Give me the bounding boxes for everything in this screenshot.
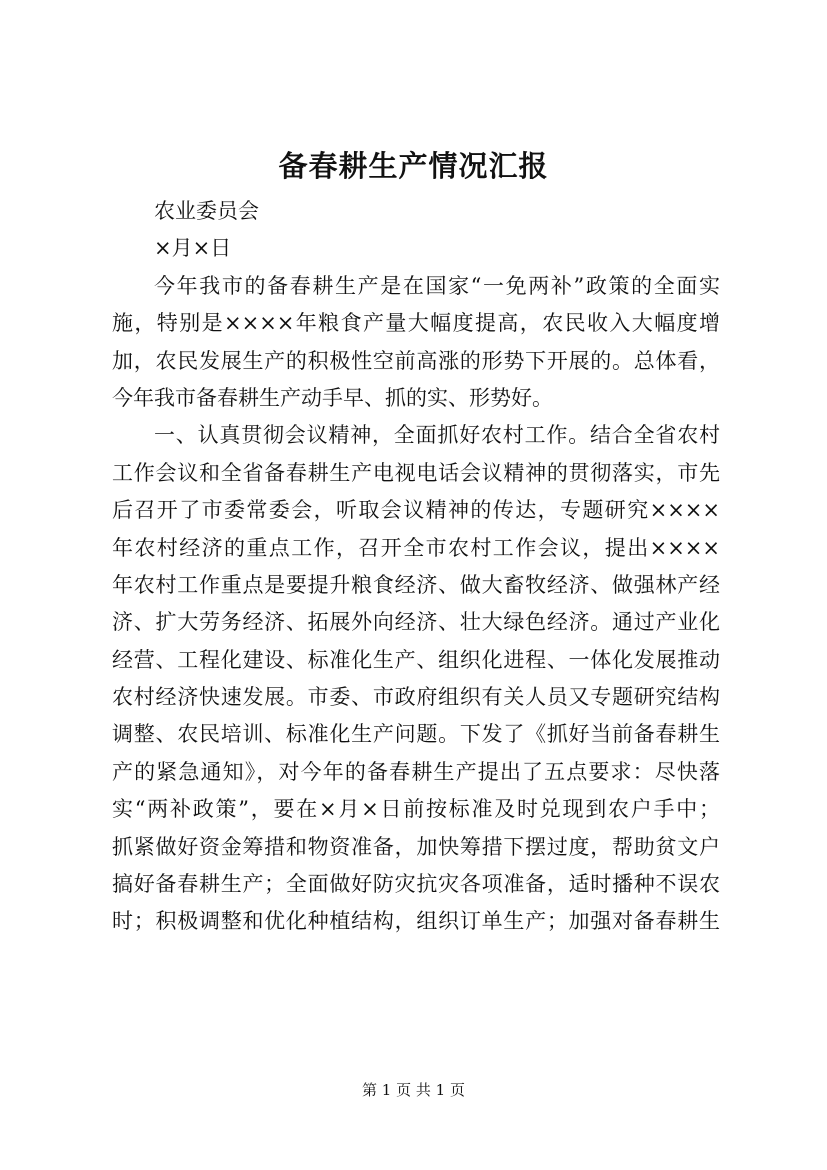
text-line: 后召开了市委常委会，听取会议精神的传达，专题研究×××× [112,498,720,523]
text-line: 抓紧做好资金筹措和物资准备，加快筹措下摆过度，帮助贫文户 [112,834,720,859]
paragraph-lines [112,268,720,941]
date-line: ×月×日 [154,236,232,261]
text-line: 年农村工作重点是要提升粮食经济、做大畜牧经济、做强林产经 [112,572,720,597]
document-body [112,193,720,941]
text-line: 加，农民发展生产的积极性空前高涨的形势下开展的。总体看， [112,348,720,373]
text-line: 工作会议和全省备春耕生产电视电话会议精神的贯彻落实，市先 [112,460,720,485]
text-line: 济、扩大劳务经济、拓展外向经济、壮大绿色经济。通过产业化 [112,610,720,635]
text-line: 今年我市的备春耕生产是在国家“一免两补”政策的全面实 [154,273,720,298]
text-line: 一、认真贯彻会议精神，全面抓好农村工作。结合全省农村 [154,423,720,448]
text-line: 施，特别是××××年粮食产量大幅度提高，农民收入大幅度增 [112,311,720,336]
text-line: 时；积极调整和优化种植结构，组织订单生产；加强对备春耕生 [112,909,720,934]
document-title: 备春耕生产情况汇报 [278,149,549,183]
text-line: 今年我市备春耕生产动手早、抓的实、形势好。 [112,385,553,410]
text-line: 农村经济快速发展。市委、市政府组织有关人员又专题研究结构 [112,685,720,710]
text-line: 产的紧急通知》，对今年的备春耕生产提出了五点要求：尽快落 [112,759,720,784]
page-footer: 第 1 页 共 1 页 [362,1081,465,1099]
text-line: 经营、工程化建设、标准化生产、组织化进程、一体化发展推动 [112,647,720,672]
author-line: 农业委员会 [154,199,259,223]
text-line: 搞好备春耕生产；全面做好防灾抗灾各项准备，适时播种不误农 [112,872,720,897]
text-line: 年农村经济的重点工作，召开全市农村工作会议，提出×××× [112,535,720,560]
text-line: 调整、农民培训、标准化生产问题。下发了《抓好当前备春耕生 [112,722,720,747]
text-line: 实“两补政策”，要在×月×日前按标准及时兑现到农户手中； [112,797,720,822]
